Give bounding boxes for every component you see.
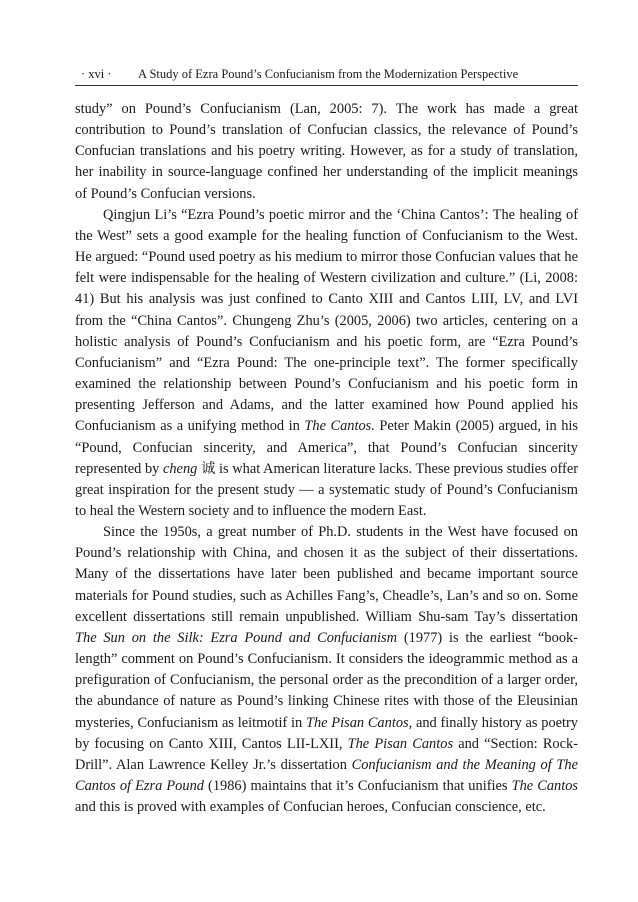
body-text: and this is proved with examples of Confucian heroes, Confucian conscience, etc.	[75, 799, 546, 816]
italic-title-text: The Pisan Cantos	[347, 735, 454, 752]
running-title: A Study of Ezra Pound’s Confucianism from the Modernization Perspective	[138, 67, 519, 81]
paragraph-3	[75, 522, 578, 818]
page-body	[75, 99, 578, 818]
body-text: study” on Pound’s Confucianism (Lan, 2005: 7). The work has made a great contribution to Pound’s translation of Confucian classics, the relevance of Pound’s Confucian translations and his poetry writing. However, as for a study of translation, her inability in source-language confined her understanding of the implicit meanings of Pound’s Confucian versions.	[75, 101, 578, 202]
italic-title-text: The Sun on the Silk: Ezra Pound and Confucianism	[75, 629, 398, 646]
body-text: Peter Makin (2005) argued, in his “Pound, Confucian sincerity, and America”, that Pound’s Confucian sincerity represented by	[75, 418, 578, 477]
body-text: (1977) is the earliest “book-length” comment on Pound’s Confucianism. It considers the ideogrammic method as a prefiguration of Confucianism, the personal order as the precondition of a larger order, the abundance of nature as Pound’s linking Chinese rites with those of the Eleusinian mysteries, Confucianism as leitmotif in	[75, 629, 578, 731]
body-text: Since the 1950s, a great number of Ph.D. students in the West have focused on Pound’s relationship with China, and chosen it as the subject of their dissertations. Many of the dissertations have later been published and became important source materials for Pound studies, such as Achilles Fang’s, Cheadle’s, Lan’s and so on. Some excellent dissertations still remain unpublished. William Shu-sam Tay’s dissertation	[75, 524, 578, 625]
paragraph-2	[75, 205, 578, 522]
italic-title-text: Confucianism and the Meaning of The Cantos of Ezra Pound	[75, 756, 578, 794]
italic-title-text: cheng	[162, 460, 198, 477]
body-text: Qingjun Li’s “Ezra Pound’s poetic mirror and the ‘China Cantos’: The healing of the West” sets a good example for the healing function of Confucianism to the West. He argued: “Pound used poetry as his medium to mirror those Confucian values that he felt were indispensable for the healing of Western civilization and culture.” (Li, 2008: 41) But his analysis was just confined to Canto XIII and Cantos LIII, LV, and LVI from the “China Cantos”. Chungeng Zhu’s (2005, 2006) two articles, centering on a holistic analysis of Pound’s Confucianism and his poetic form, are “Ezra Pound’s Confucianism” and “Ezra Pound: The one-principle text”. The former specifically examined the relationship between Pound’s Confucianism and his poetic form in presenting Jefferson and Adams, and the latter examined how Pound applied his Confucianism as a unifying method in	[75, 206, 578, 435]
running-header	[75, 64, 578, 84]
italic-title-text: The Cantos.	[304, 418, 375, 435]
paragraph-1	[75, 99, 578, 205]
body-text: (1986) maintains that it’s Confucianism that unifies	[203, 778, 512, 794]
page-number: · xvi ·	[81, 67, 112, 81]
body-text: , and finally history as poetry by focusing on Canto XIII, Cantos LII-LXII,	[75, 714, 579, 752]
italic-title-text: The Pisan Cantos	[305, 714, 409, 731]
body-text: 诚 is what American literature lacks. These previous studies offer great inspiration for the present study — a systematic study of Pound’s Confucianism to heal the Western society and to influence the modern East.	[75, 460, 578, 519]
header-rule	[75, 85, 578, 86]
body-text: and “Section: Rock-Drill”. Alan Lawrence Kelley Jr.’s dissertation	[75, 735, 578, 773]
italic-title-text: The Cantos	[511, 778, 579, 794]
